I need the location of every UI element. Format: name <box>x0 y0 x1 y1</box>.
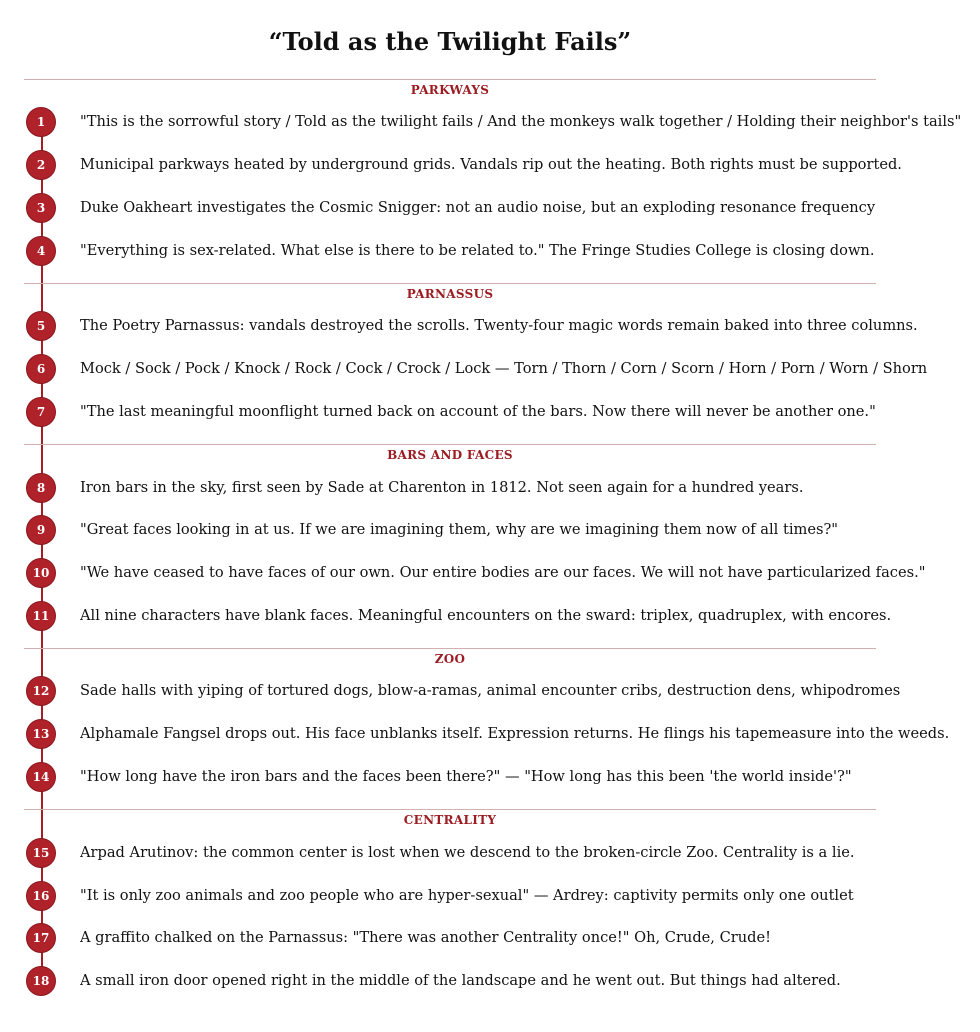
entry-text: Mock / Sock / Pock / Knock / Rock / Cock / Crock / Lock — Torn / Thorn / Corn / Scorn / Horn / Porn / Worn / Shorn <box>80 360 928 377</box>
entry-text: "We have ceased to have faces of our own. Our entire bodies are our faces. We will not have particularized faces." <box>80 564 926 581</box>
entry-text: "Everything is sex-related. What else is there to be related to." The Fringe Studies College is closing down. <box>80 242 875 259</box>
entry-number-badge: 14 <box>26 762 56 792</box>
timeline-entry <box>0 838 980 870</box>
entry-number-badge: 6 <box>26 354 56 384</box>
timeline-entry <box>0 150 980 182</box>
timeline-entry <box>0 558 980 590</box>
entry-text: Duke Oakheart investigates the Cosmic Snigger: not an audio noise, but an exploding resonance frequency <box>80 199 876 216</box>
entry-number-badge: 17 <box>26 923 56 953</box>
entry-number-badge: 7 <box>26 397 56 427</box>
entry-number-badge: 15 <box>26 838 56 868</box>
timeline-entry <box>0 236 980 268</box>
timeline-entry <box>0 193 980 225</box>
entry-number-badge: 11 <box>26 601 56 631</box>
timeline-entry <box>0 397 980 429</box>
timeline-entry <box>0 354 980 386</box>
entry-text: "This is the sorrowful story / Told as the twilight fails / And the monkeys walk together / Holding their neighbor's tails" <box>80 113 962 130</box>
entry-number-badge: 13 <box>26 719 56 749</box>
timeline-entry <box>0 719 980 751</box>
page-title: “Told as the Twilight Fails” <box>268 27 632 56</box>
entry-number-badge: 9 <box>26 515 56 545</box>
entry-text: "Great faces looking in at us. If we are imagining them, why are we imagining them now of all times?" <box>80 521 839 538</box>
entry-number-badge: 8 <box>26 473 56 503</box>
entry-number-badge: 1 <box>26 107 56 137</box>
entry-number-badge: 4 <box>26 236 56 266</box>
timeline-entry <box>0 762 980 794</box>
entry-number-badge: 16 <box>26 881 56 911</box>
entry-number-badge: 12 <box>26 676 56 706</box>
entry-number-badge: 5 <box>26 311 56 341</box>
timeline-entry <box>0 515 980 547</box>
entry-number-badge: 10 <box>26 558 56 588</box>
timeline-entry <box>0 881 980 913</box>
section-header-parkways <box>24 79 876 100</box>
entry-text: Sade halls with yiping of tortured dogs, blow-a-ramas, animal encounter cribs, destruction dens, whipodromes <box>80 682 901 699</box>
section-header-parnassus <box>24 283 876 304</box>
entry-text: "How long have the iron bars and the faces been there?" — "How long has this been 'the world inside'?" <box>80 768 852 785</box>
section-label: CENTRALITY <box>403 813 497 827</box>
section-label: PARKWAYS <box>410 83 490 97</box>
timeline-entry <box>0 601 980 633</box>
timeline-entry <box>0 311 980 343</box>
section-label: PARNASSUS <box>406 287 494 301</box>
entry-text: "The last meaningful moonflight turned back on account of the bars. Now there will never be another one." <box>80 403 876 420</box>
entry-text: "It is only zoo animals and zoo people who are hyper-sexual" — Ardrey: captivity permits only one outlet <box>80 887 854 904</box>
entry-text: Alphamale Fangsel drops out. His face unblanks itself. Expression returns. He flings his tapemeasure into the weeds. <box>80 725 950 742</box>
section-header-centrality <box>24 809 876 830</box>
timeline-entry <box>0 473 980 505</box>
entry-text: The Poetry Parnassus: vandals destroyed the scrolls. Twenty-four magic words remain baked into three columns. <box>80 317 918 334</box>
entry-number-badge: 2 <box>26 150 56 180</box>
section-label: BARS AND FACES <box>387 448 513 462</box>
section-header-zoo <box>24 648 876 669</box>
entry-text: Iron bars in the sky, first seen by Sade at Charenton in 1812. Not seen again for a hundred years. <box>80 479 804 496</box>
timeline-entry <box>0 966 980 998</box>
entry-text: A graffito chalked on the Parnassus: "There was another Centrality once!" Oh, Crude, Crude! <box>80 929 771 946</box>
entry-number-badge: 18 <box>26 966 56 996</box>
section-header-bars-and-faces <box>24 444 876 465</box>
entry-number-badge: 3 <box>26 193 56 223</box>
timeline-entry <box>0 107 980 139</box>
entry-text: All nine characters have blank faces. Meaningful encounters on the sward: triplex, quadruplex, with encores. <box>80 607 892 624</box>
entry-text: Arpad Arutinov: the common center is lost when we descend to the broken-circle Zoo. Centrality is a lie. <box>80 844 855 861</box>
entry-text: Municipal parkways heated by underground grids. Vandals rip out the heating. Both rights must be supported. <box>80 156 902 173</box>
timeline-entry <box>0 923 980 955</box>
entry-text: A small iron door opened right in the middle of the landscape and he went out. But things had altered. <box>80 972 841 989</box>
section-label: ZOO <box>434 652 466 666</box>
timeline-entry <box>0 676 980 708</box>
